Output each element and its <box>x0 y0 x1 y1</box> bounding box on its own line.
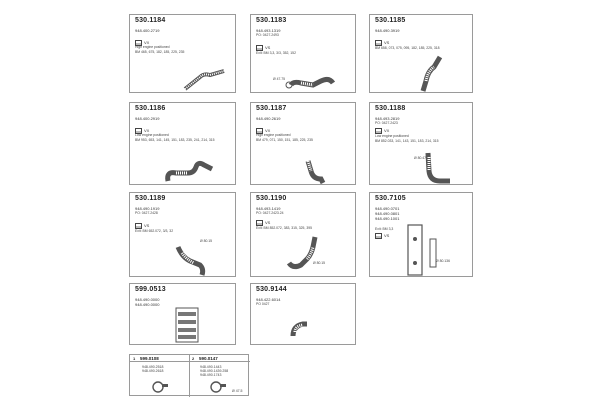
part-ref-2: 948.490.0000 <box>135 302 160 307</box>
accessory-part-number: 590.0147 <box>199 355 218 361</box>
variant: VX <box>375 128 389 134</box>
part-ref-2: 948.490.0801 <box>375 211 400 216</box>
part-ref: 948.490.2619 <box>256 116 281 121</box>
diameter-label: Ø 47.75 <box>273 77 286 81</box>
clamp-drawing <box>130 304 236 345</box>
silencer-drawing <box>370 219 473 277</box>
variant: VX <box>135 40 149 46</box>
part-number: 530.1183 <box>256 17 287 24</box>
variant: VX <box>135 128 149 134</box>
part-card-530-1186[interactable] <box>129 102 236 185</box>
part-ref: 948.490.1919 <box>135 206 160 211</box>
variant-icon <box>256 220 263 226</box>
diameter-label: Ø 80.15 <box>313 261 326 265</box>
note: High engine positioned <box>135 45 170 49</box>
part-ref: 948.493.2819 <box>375 116 400 121</box>
variant-icon <box>135 223 142 229</box>
accessory-ref-2: 948.490.2618 <box>142 369 164 373</box>
diameter-label: Ø 80.47 <box>414 156 427 160</box>
pipe-drawing <box>251 233 356 277</box>
accessory-ref: 948.490.2518 <box>142 365 164 369</box>
part-number: 530.1186 <box>135 105 166 112</box>
part-ref: 948.490.0000 <box>135 297 160 302</box>
part-number: 530.1190 <box>256 195 287 202</box>
item-number: 2 <box>192 355 195 361</box>
accessory-ref-3: 948.490.1743 <box>200 373 222 377</box>
part-number: 530.1185 <box>375 17 406 24</box>
note: High engine positioned <box>256 133 291 137</box>
part-card-530-1187[interactable] <box>250 102 356 185</box>
variant-icon <box>375 128 382 134</box>
variant: VS <box>135 223 149 229</box>
pipe-drawing <box>370 145 473 185</box>
part-number: 530.9144 <box>256 286 287 293</box>
part-card-530-1190[interactable] <box>250 192 356 277</box>
divider <box>130 361 250 362</box>
part-number: 599.0513 <box>135 286 166 293</box>
part-ref: 948.400.2919 <box>135 116 160 121</box>
pipe-drawing <box>251 308 356 345</box>
part-ref: 948.490.3919 <box>375 28 400 33</box>
fitment: Exit: BM 3,3, 3/3, 352, 152 <box>256 51 296 55</box>
part-ref: 948.493.1419 <box>256 206 281 211</box>
po-ref: PO: 0427.2423 <box>375 121 398 125</box>
pipe-drawing <box>251 55 356 93</box>
variant: VS <box>375 233 389 239</box>
accessory-part-number: 599.0108 <box>140 355 159 361</box>
part-card-530-1184[interactable] <box>129 14 236 93</box>
fitment: BM 953, 653, 141, 145, 151, 183, 235, 241, 214, 315 <box>135 138 215 142</box>
part-number: 530.1189 <box>135 195 166 202</box>
diameter-label: Ø 47.5 <box>232 389 243 393</box>
clamp-icon <box>198 377 246 397</box>
fitment: BM 465, 675, 182, 185, 225, 235 <box>135 50 185 54</box>
diameter-label: Ø 80.15 <box>200 239 213 243</box>
variant: VS <box>256 45 270 51</box>
po-ref: PO: 0427.2423.24 <box>256 211 284 215</box>
fitment: Exit: BM 852.072, 383, 315, 325, 395 <box>256 226 312 230</box>
fitment: BM 658, 073, 075, 095, 182, 185, 225, 318 <box>375 46 440 50</box>
part-card-530-7105[interactable] <box>369 192 473 277</box>
item-number: 1 <box>133 355 136 361</box>
pipe-drawing <box>370 53 473 93</box>
pipe-drawing <box>251 143 356 185</box>
variant-icon <box>375 40 382 46</box>
variant-icon <box>256 45 263 51</box>
diameter-label: Ø 80.136 <box>436 259 450 263</box>
part-ref: 948.493.1319 <box>256 28 281 33</box>
part-number: 530.1187 <box>256 105 287 112</box>
part-card-599-0513[interactable] <box>129 283 236 345</box>
accessory-card[interactable] <box>129 354 249 396</box>
fitment: BM 479, 071, 150, 151, 185, 225, 235 <box>256 138 313 142</box>
variant: VS <box>256 220 270 226</box>
note: Low engine positioned <box>375 134 409 138</box>
part-ref: 948.422.6014 <box>256 297 281 302</box>
part-card-530-1188[interactable] <box>369 102 473 185</box>
variant: VX <box>256 128 270 134</box>
variant: VS <box>375 40 389 46</box>
po-ref: PO 0427 <box>256 302 270 306</box>
pipe-drawing <box>130 53 236 93</box>
po-ref: PO: 0427.2493 <box>256 33 279 37</box>
part-card-530-1189[interactable] <box>129 192 236 277</box>
po-ref: PO: 0427.2428 <box>135 211 158 215</box>
part-number: 530.1188 <box>375 105 406 112</box>
part-card-530-1185[interactable] <box>369 14 473 93</box>
clamp-icon <box>140 375 180 395</box>
part-number: 530.1184 <box>135 17 166 24</box>
pipe-drawing <box>130 235 236 277</box>
fitment: Exit: BM 3,3 <box>375 227 394 231</box>
note: Low engine positioned <box>135 133 169 137</box>
part-ref: 948.400.2719 <box>135 28 160 33</box>
fitment: Exit: BM 652.072, 3/3, 32 <box>135 229 174 233</box>
accessory-ref-2: 948.490.1439.258 <box>200 369 229 373</box>
part-number: 530.7105 <box>375 195 406 202</box>
part-ref-3: 948.490.1001 <box>375 216 400 221</box>
pipe-drawing <box>130 143 236 185</box>
part-ref: 948.490.0701 <box>375 206 400 211</box>
fitment: BM 852.033, 141, 143, 151, 183, 214, 315 <box>375 139 439 143</box>
accessory-ref: 948.490.1443 <box>200 365 222 369</box>
part-card-530-9144[interactable] <box>250 283 356 345</box>
part-card-530-1183[interactable] <box>250 14 356 93</box>
